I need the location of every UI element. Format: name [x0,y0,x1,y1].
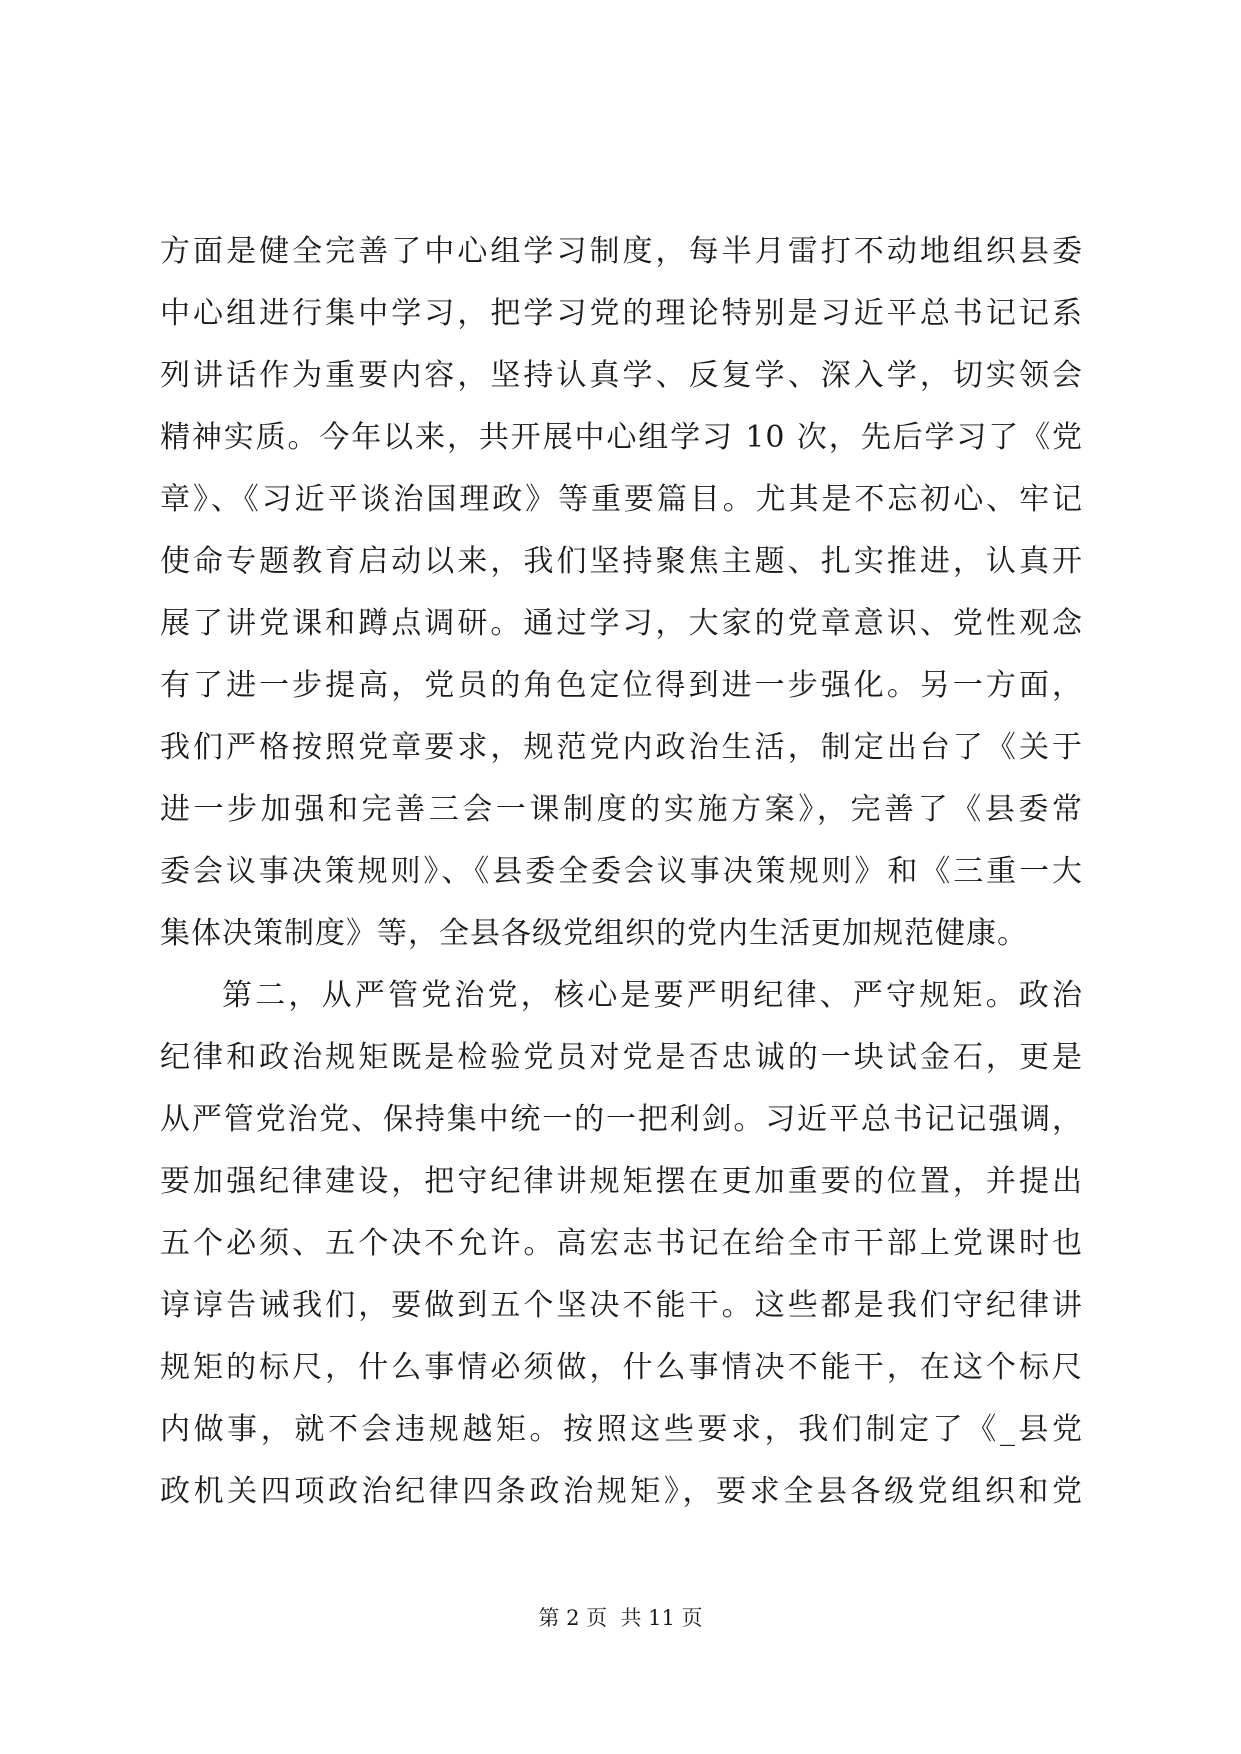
text-line: 要加强纪律建设，把守纪律讲规矩摆在更加重要的位置，并提出 [160,1164,1083,1199]
text-line: 政机关四项政治纪律四条政治规矩》，要求全县各级党组织和党 [160,1474,1083,1509]
text-line: 精神实质。今年以来，共开展中心组学习 10 次，先后学习了《党 [160,420,1083,455]
text-line: 进一步加强和完善三会一课制度的实施方案》，完善了《县委常 [160,792,1083,827]
text-line: 规矩的标尺，什么事情必须做，什么事情决不能干，在这个标尺 [160,1350,1083,1385]
text-line: 内做事，就不会违规越矩。按照这些要求，我们制定了《_县党 [160,1412,1083,1447]
text-line: 谆谆告诫我们，要做到五个坚决不能干。这些都是我们守纪律讲 [160,1288,1083,1323]
text-line: 章》、《习近平谈治国理政》等重要篇目。尤其是不忘初心、牢记 [160,482,1083,517]
text-line: 方面是健全完善了中心组学习制度，每半月雷打不动地组织县委 [160,234,1083,269]
text-line: 第二，从严管党治党，核心是要严明纪律、严守规矩。政治 [222,978,1083,1013]
text-line: 集体决策制度》等，全县各级党组织的党内生活更加规范健康。 [160,916,1028,951]
text-line: 委会议事决策规则》、《县委全委会议事决策规则》和《三重一大 [160,854,1083,889]
text-line: 列讲话作为重要内容，坚持认真学、反复学、深入学，切实领会 [160,358,1083,393]
text-line: 从严管党治党、保持集中统一的一把利剑。习近平总书记记强调， [160,1102,1083,1137]
text-line: 有了进一步提高，党员的角色定位得到进一步强化。另一方面， [160,668,1083,703]
text-line: 我们严格按照党章要求，规范党内政治生活，制定出台了《关于 [160,730,1083,765]
body-text [160,221,1083,1523]
text-line: 五个必须、五个决不允许。高宏志书记在给全市干部上党课时也 [160,1226,1083,1261]
page-footer: 第 2 页 共 11 页 [538,1606,703,1630]
text-line: 中心组进行集中学习，把学习党的理论特别是习近平总书记记系 [160,296,1083,331]
text-line: 展了讲党课和蹲点调研。通过学习，大家的党章意识、党性观念 [160,606,1083,641]
text-line: 使命专题教育启动以来，我们坚持聚焦主题、扎实推进，认真开 [160,544,1083,579]
text-line: 纪律和政治规矩既是检验党员对党是否忠诚的一块试金石，更是 [160,1040,1083,1075]
